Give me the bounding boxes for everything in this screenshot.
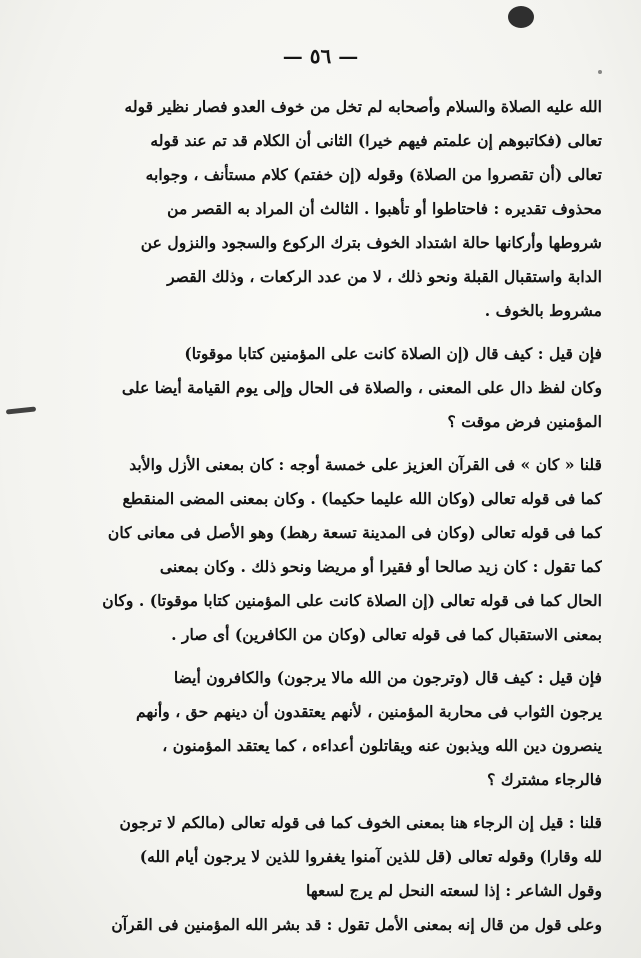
text-line: قلنا « كان » فى القرآن العزيز على خمسة أوجه : كان بمعنى الأزل والأبد: [129, 455, 602, 474]
page-number: — ٥٦ —: [282, 44, 359, 68]
margin-mark: [6, 406, 36, 414]
text-line: بمعنى الاستقبال كما فى قوله تعالى (وكان من الكافرين) أى صار .: [171, 625, 602, 644]
text-line: فإن قيل : كيف قال (وترجون من الله مالا يرجون) والكافرون أيضا: [173, 668, 602, 687]
paragraph: [54, 448, 602, 652]
text-line: فإن قيل : كيف قال (إن الصلاة كانت على المؤمنين كتابا موقوتا): [184, 344, 602, 363]
text-line: وقول الشاعر : إذا لسعته النحل لم يرج لسعها: [306, 881, 602, 900]
text-line: تعالى (فكاتبوهم إن علمتم فيهم خيرا) الثانى أن الكلام قد تم عند قوله: [150, 131, 602, 150]
page-body: [54, 90, 602, 951]
text-line: قلنا : قيل إن الرجاء هنا بمعنى الخوف كما فى قوله تعالى (مالكم لا ترجون: [119, 813, 602, 832]
text-line: ينصرون دين الله ويذبون عنه ويقاتلون أعداءه ، كما يعتقد المؤمنون ،: [162, 736, 602, 755]
paragraph: [54, 337, 602, 439]
paragraph: [54, 661, 602, 797]
text-line: يرجون الثواب فى محاربة المؤمنين ، لأنهم يعتقدون أن دينهم حق ، وأنهم: [136, 702, 602, 721]
text-line: فالرجاء مشترك ؟: [487, 770, 602, 789]
text-line: كما تقول : كان زيد صالحا أو فقيرا أو مريضا ونحو ذلك . وكان بمعنى: [159, 557, 602, 576]
text-line: وعلى قول من قال إنه بمعنى الأمل تقول : قد بشر الله المؤمنين فى القرآن: [111, 915, 602, 934]
text-line: وكان لفظ دال على المعنى ، والصلاة فى الحال وإلى يوم القيامة أيضا على: [121, 378, 602, 397]
text-line: الحال كما فى قوله تعالى (إن الصلاة كانت على المؤمنين كتابا موقوتا) . وكان: [102, 591, 602, 610]
text-line: تعالى (أن تقصروا من الصلاة) وقوله (إن خفتم) كلام مستأنف ، وجوابه: [145, 165, 602, 184]
text-line: المؤمنين فرض موقت ؟: [447, 412, 602, 431]
text-line: الله عليه الصلاة والسلام وأصحابه لم تخل من خوف العدو فصار نظير قوله: [124, 97, 602, 116]
text-line: كما فى قوله تعالى (وكان فى المدينة تسعة رهط) وهو الأصل فى معانى كان: [107, 523, 602, 542]
text-line: لله وقارا) وقوله تعالى (قل للذين آمنوا يغفروا للذين لا يرجون أيام الله): [139, 847, 602, 866]
ink-blot-top: [508, 6, 534, 28]
text-line: كما فى قوله تعالى (وكان الله عليما حكيما) . وكان بمعنى المضى المنقطع: [122, 489, 602, 508]
text-line: محذوف تقديره : فاحتاطوا أو تأهبوا . الثالث أن المراد به القصر من: [167, 199, 602, 218]
text-line: مشروط بالخوف .: [484, 301, 602, 320]
ink-speck-right: [598, 70, 602, 74]
paragraph: [54, 90, 602, 328]
paragraph: [54, 806, 602, 942]
text-line: شروطها وأركانها حالة اشتداد الخوف بترك الركوع والسجود والنزول عن: [140, 233, 602, 252]
text-line: الدابة واستقبال القبلة ونحو ذلك ، لا من عدد الركعات ، وذلك القصر: [167, 267, 602, 286]
